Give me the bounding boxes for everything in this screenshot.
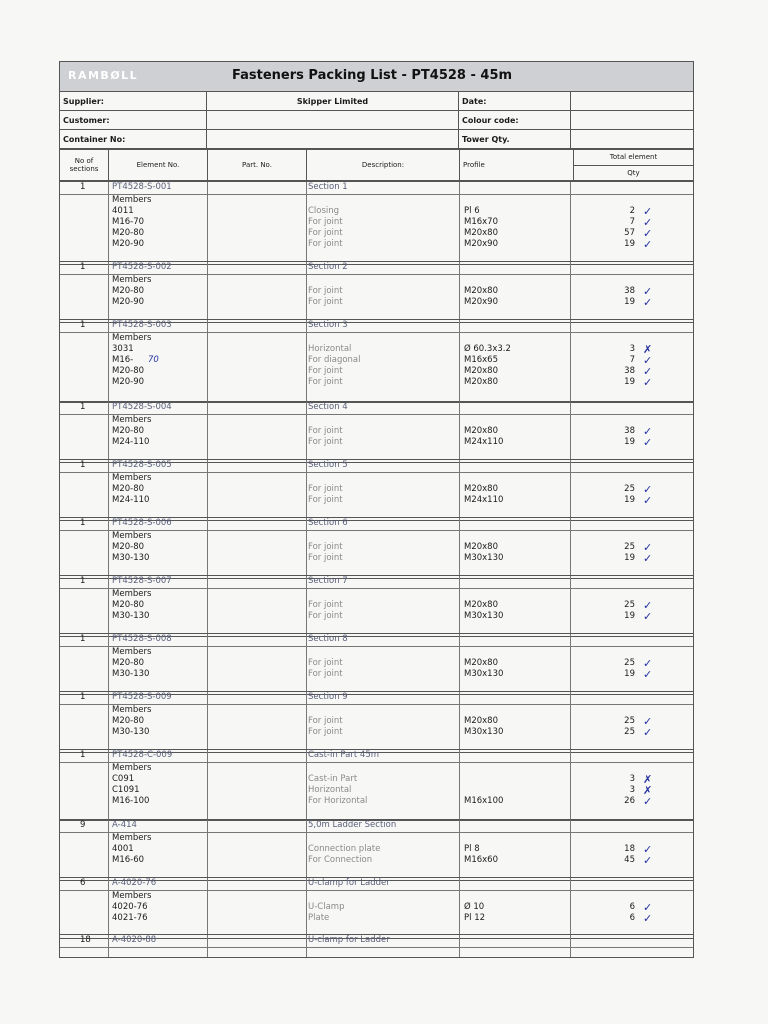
profile: Pl 12 [464, 913, 486, 923]
check-mark-icon: ✓ [643, 425, 653, 438]
col-part: Part. No. [208, 150, 307, 181]
section-count: 1 [80, 518, 86, 528]
description: Closing [308, 206, 340, 216]
element-number: C1091 [112, 785, 140, 795]
column-divider [207, 692, 208, 752]
customer-value [207, 111, 459, 130]
members-label: Members [112, 195, 152, 205]
column-divider [570, 935, 571, 957]
description: Cast-in Part [308, 774, 358, 784]
quantity: 6 [629, 913, 635, 923]
profile: M16x70 [464, 217, 498, 227]
quantity: 25 [624, 484, 635, 494]
quantity: 19 [624, 611, 635, 621]
date-label: Date: [459, 92, 571, 111]
column-divider [306, 935, 307, 957]
check-mark-icon: ✓ [643, 912, 653, 925]
quantity: 19 [624, 377, 635, 387]
profile: Ø 10 [464, 902, 485, 912]
section-block [59, 819, 694, 881]
column-divider [570, 750, 571, 820]
check-mark-icon: ✓ [643, 726, 653, 739]
supplier-value: Skipper Limited [207, 92, 459, 111]
element-number: M20-90 [112, 297, 145, 307]
column-divider [459, 634, 460, 694]
ramboll-logo: RAMBØLL [68, 69, 139, 82]
column-divider [570, 262, 571, 322]
element-code: PT4528-S-009 [112, 692, 172, 702]
section-name: Section 2 [308, 262, 348, 272]
column-divider [207, 262, 208, 322]
check-mark-icon: ✓ [643, 205, 653, 218]
description: For joint [308, 297, 343, 307]
column-divider [108, 182, 109, 264]
element-code: PT4528-S-001 [112, 182, 172, 192]
profile: M16x60 [464, 855, 498, 865]
element-number: M16-70 [112, 217, 145, 227]
column-divider [207, 402, 208, 462]
quantity: 25 [624, 658, 635, 668]
column-divider [570, 634, 571, 694]
profile: M20x80 [464, 286, 498, 296]
column-divider [108, 576, 109, 636]
description: Horizontal [308, 785, 352, 795]
description: For joint [308, 727, 343, 737]
handwritten-note: 70 [148, 355, 159, 365]
column-divider [570, 820, 571, 880]
quantity: 57 [624, 228, 635, 238]
col-profile: Profile [460, 150, 574, 181]
profile: Pl 8 [464, 844, 480, 854]
col-sections: No of sections [60, 150, 109, 181]
profile: Ø 60.3x3.2 [464, 344, 511, 354]
section-block [59, 261, 694, 323]
section-name: U-clamp for Ladder [308, 935, 390, 945]
element-code: PT4528-S-006 [112, 518, 172, 528]
column-divider [306, 402, 307, 462]
check-mark-icon: ✓ [643, 376, 653, 389]
quantity: 38 [624, 366, 635, 376]
profile: M20x90 [464, 239, 498, 249]
description: For joint [308, 239, 343, 249]
quantity: 25 [624, 600, 635, 610]
quantity: 38 [624, 426, 635, 436]
quantity: 3 [629, 774, 635, 784]
quantity: 25 [624, 542, 635, 552]
column-divider [207, 750, 208, 820]
column-divider [306, 518, 307, 578]
quantity: 7 [629, 355, 635, 365]
profile: M20x80 [464, 542, 498, 552]
element-code: PT4528-S-007 [112, 576, 172, 586]
description: For joint [308, 426, 343, 436]
column-divider [459, 182, 460, 264]
column-divider [459, 518, 460, 578]
section-name: Section 7 [308, 576, 348, 586]
check-mark-icon: ✓ [643, 901, 653, 914]
column-divider [570, 692, 571, 752]
section-count: 1 [80, 750, 86, 760]
quantity: 7 [629, 217, 635, 227]
element-number: 4020-76 [112, 902, 148, 912]
check-mark-icon: ✓ [643, 365, 653, 378]
profile: M20x80 [464, 600, 498, 610]
section-name: U-clamp for Ladder [308, 878, 390, 888]
description: Connection plate [308, 844, 381, 854]
column-divider [306, 182, 307, 264]
description: For joint [308, 495, 343, 505]
description: For joint [308, 716, 343, 726]
check-mark-icon: ✓ [643, 436, 653, 449]
quantity: 26 [624, 796, 635, 806]
element-code: A-414 [112, 820, 137, 830]
element-number: M20-80 [112, 228, 145, 238]
quantity: 19 [624, 437, 635, 447]
element-code: PT4528-S-003 [112, 320, 172, 330]
element-code: A-4020-76 [112, 878, 157, 888]
element-number: M20-80 [112, 484, 145, 494]
quantity: 19 [624, 297, 635, 307]
profile: M20x80 [464, 716, 498, 726]
section-block [59, 691, 694, 753]
column-divider [570, 182, 571, 264]
section-block [59, 319, 694, 403]
description: U-Clamp [308, 902, 345, 912]
column-divider [306, 460, 307, 520]
tower-qty-label: Tower Qty. [459, 130, 571, 149]
info-table [59, 91, 694, 149]
column-divider [306, 576, 307, 636]
quantity: 25 [624, 716, 635, 726]
profile: M24x110 [464, 495, 504, 505]
section-count: 1 [80, 320, 86, 330]
date-value [571, 92, 694, 111]
section-name: Section 5 [308, 460, 348, 470]
check-mark-icon: ✓ [643, 668, 653, 681]
element-number: M16- [112, 355, 134, 365]
description: For joint [308, 377, 343, 387]
column-divider [570, 460, 571, 520]
element-number: M30-130 [112, 669, 150, 679]
column-divider [306, 320, 307, 402]
column-divider [306, 820, 307, 880]
description: For joint [308, 542, 343, 552]
description: For joint [308, 286, 343, 296]
description: For joint [308, 484, 343, 494]
element-number: C091 [112, 774, 135, 784]
cross-mark-icon: ✗ [643, 343, 653, 356]
check-mark-icon: ✓ [643, 854, 653, 867]
column-divider [459, 320, 460, 402]
description: For joint [308, 669, 343, 679]
section-name: Cast-in Part 45m [308, 750, 380, 760]
description: For joint [308, 611, 343, 621]
column-divider [207, 182, 208, 264]
check-mark-icon: ✓ [643, 216, 653, 229]
profile: M16x100 [464, 796, 504, 806]
column-divider [108, 878, 109, 938]
section-name: Section 6 [308, 518, 348, 528]
check-mark-icon: ✓ [643, 494, 653, 507]
element-number: M16-60 [112, 855, 145, 865]
element-number: M30-130 [112, 553, 150, 563]
section-count: 1 [80, 634, 86, 644]
check-mark-icon: ✓ [643, 227, 653, 240]
quantity: 3 [629, 785, 635, 795]
description: For joint [308, 228, 343, 238]
column-divider [207, 460, 208, 520]
column-divider [570, 402, 571, 462]
profile: M20x90 [464, 297, 498, 307]
description: For joint [308, 366, 343, 376]
profile: M30x130 [464, 553, 504, 563]
column-divider [570, 320, 571, 402]
column-divider [306, 692, 307, 752]
element-number: M20-80 [112, 286, 145, 296]
quantity: 19 [624, 495, 635, 505]
section-name: Section 9 [308, 692, 348, 702]
profile: M20x80 [464, 426, 498, 436]
column-divider [207, 878, 208, 938]
header-bar [59, 61, 694, 92]
column-divider [459, 878, 460, 938]
column-divider [207, 935, 208, 957]
members-label: Members [112, 415, 152, 425]
column-divider [306, 878, 307, 938]
section-block [59, 934, 694, 958]
profile: M20x80 [464, 377, 498, 387]
section-count: 1 [80, 402, 86, 412]
section-count: 1 [80, 262, 86, 272]
element-number: 4001 [112, 844, 134, 854]
container-value [207, 130, 459, 149]
check-mark-icon: ✓ [643, 285, 653, 298]
element-code: PT4528-S-004 [112, 402, 172, 412]
element-number: M30-130 [112, 611, 150, 621]
column-header [59, 149, 694, 181]
section-count: 18 [80, 935, 91, 945]
column-divider [108, 935, 109, 957]
column-divider [108, 402, 109, 462]
column-divider [459, 576, 460, 636]
element-number: M24-110 [112, 495, 150, 505]
tower-qty-value [571, 130, 694, 149]
column-divider [570, 878, 571, 938]
element-number: M20-80 [112, 366, 145, 376]
quantity: 18 [624, 844, 635, 854]
section-name: Section 3 [308, 320, 348, 330]
profile: M24x110 [464, 437, 504, 447]
section-count: 1 [80, 460, 86, 470]
check-mark-icon: ✓ [643, 795, 653, 808]
check-mark-icon: ✓ [643, 552, 653, 565]
colour-code-value [571, 111, 694, 130]
element-number: M20-90 [112, 239, 145, 249]
section-block [59, 459, 694, 521]
column-divider [459, 820, 460, 880]
column-divider [108, 692, 109, 752]
members-label: Members [112, 473, 152, 483]
description: For joint [308, 553, 343, 563]
check-mark-icon: ✓ [643, 715, 653, 728]
profile: M16x65 [464, 355, 498, 365]
check-mark-icon: ✓ [643, 483, 653, 496]
column-divider [459, 460, 460, 520]
description: For diagonal [308, 355, 361, 365]
element-code: PT4528-S-005 [112, 460, 172, 470]
column-divider [306, 750, 307, 820]
element-number: M20-80 [112, 542, 145, 552]
check-mark-icon: ✓ [643, 238, 653, 251]
check-mark-icon: ✓ [643, 599, 653, 612]
section-block [59, 401, 694, 463]
element-number: M20-90 [112, 377, 145, 387]
members-label: Members [112, 647, 152, 657]
description: For joint [308, 217, 343, 227]
document-title: Fasteners Packing List - PT4528 - 45m [232, 68, 513, 83]
members-label: Members [112, 333, 152, 343]
element-code: A-4020-88 [112, 935, 157, 945]
element-number: 3031 [112, 344, 134, 354]
element-number: 4011 [112, 206, 134, 216]
description: For joint [308, 658, 343, 668]
profile: M20x80 [464, 658, 498, 668]
column-divider [207, 576, 208, 636]
profile: M30x130 [464, 611, 504, 621]
section-block [59, 575, 694, 637]
description: For joint [308, 437, 343, 447]
description: For Connection [308, 855, 373, 865]
quantity: 25 [624, 727, 635, 737]
check-mark-icon: ✓ [643, 541, 653, 554]
packing-list-sheet [59, 61, 694, 943]
element-number: M20-80 [112, 716, 145, 726]
members-label: Members [112, 589, 152, 599]
members-label: Members [112, 891, 152, 901]
profile: M30x130 [464, 727, 504, 737]
column-divider [459, 262, 460, 322]
section-block [59, 517, 694, 579]
quantity: 2 [629, 206, 635, 216]
section-count: 6 [80, 878, 86, 888]
section-count: 1 [80, 692, 86, 702]
element-code: PT4528-S-002 [112, 262, 172, 272]
quantity: 19 [624, 669, 635, 679]
check-mark-icon: ✓ [643, 354, 653, 367]
description: Horizontal [308, 344, 352, 354]
description: For joint [308, 600, 343, 610]
profile: Pl 6 [464, 206, 480, 216]
profile: M20x80 [464, 484, 498, 494]
column-divider [459, 402, 460, 462]
column-divider [108, 460, 109, 520]
column-divider [459, 935, 460, 957]
element-number: 4021-76 [112, 913, 148, 923]
column-divider [570, 518, 571, 578]
members-label: Members [112, 833, 152, 843]
col-element: Element No. [109, 150, 208, 181]
profile: M20x80 [464, 228, 498, 238]
quantity: 45 [624, 855, 635, 865]
column-divider [207, 820, 208, 880]
section-block [59, 181, 694, 265]
column-divider [306, 262, 307, 322]
col-qty: Qty [574, 165, 694, 181]
colour-code-label: Colour code: [459, 111, 571, 130]
element-number: M24-110 [112, 437, 150, 447]
section-block [59, 633, 694, 695]
description: Plate [308, 913, 330, 923]
column-divider [108, 262, 109, 322]
profile: M30x130 [464, 669, 504, 679]
col-total: Total element [574, 150, 694, 166]
element-number: M20-80 [112, 600, 145, 610]
quantity: 19 [624, 239, 635, 249]
column-divider [108, 750, 109, 820]
element-number: M20-80 [112, 658, 145, 668]
section-name: Section 8 [308, 634, 348, 644]
element-code: PT4528-C-009 [112, 750, 173, 760]
section-name: Section 4 [308, 402, 348, 412]
members-label: Members [112, 275, 152, 285]
check-mark-icon: ✓ [643, 843, 653, 856]
quantity: 19 [624, 553, 635, 563]
quantity: 6 [629, 902, 635, 912]
customer-label: Customer: [60, 111, 207, 130]
column-divider [459, 692, 460, 752]
quantity: 38 [624, 286, 635, 296]
check-mark-icon: ✓ [643, 610, 653, 623]
column-divider [207, 634, 208, 694]
column-divider [459, 750, 460, 820]
check-mark-icon: ✓ [643, 657, 653, 670]
element-number: M16-100 [112, 796, 150, 806]
description: For Horizontal [308, 796, 368, 806]
column-divider [108, 518, 109, 578]
check-mark-icon: ✓ [643, 296, 653, 309]
column-divider [108, 820, 109, 880]
quantity: 3 [629, 344, 635, 354]
members-label: Members [112, 705, 152, 715]
element-number: M20-80 [112, 426, 145, 436]
column-divider [108, 320, 109, 402]
section-count: 1 [80, 576, 86, 586]
section-block [59, 877, 694, 939]
section-count: 9 [80, 820, 86, 830]
column-divider [570, 576, 571, 636]
supplier-label: Supplier: [60, 92, 207, 111]
members-label: Members [112, 531, 152, 541]
cross-mark-icon: ✗ [643, 773, 653, 786]
section-count: 1 [80, 182, 86, 192]
column-divider [108, 634, 109, 694]
column-divider [306, 634, 307, 694]
col-description: Description: [307, 150, 460, 181]
column-divider [207, 518, 208, 578]
container-label: Container No: [60, 130, 207, 149]
element-code: PT4528-S-008 [112, 634, 172, 644]
section-name: Section 1 [308, 182, 348, 192]
cross-mark-icon: ✗ [643, 784, 653, 797]
element-number: M30-130 [112, 727, 150, 737]
column-divider [207, 320, 208, 402]
members-label: Members [112, 763, 152, 773]
section-name: 5,0m Ladder Section [308, 820, 397, 830]
section-block [59, 749, 694, 821]
profile: M20x80 [464, 366, 498, 376]
